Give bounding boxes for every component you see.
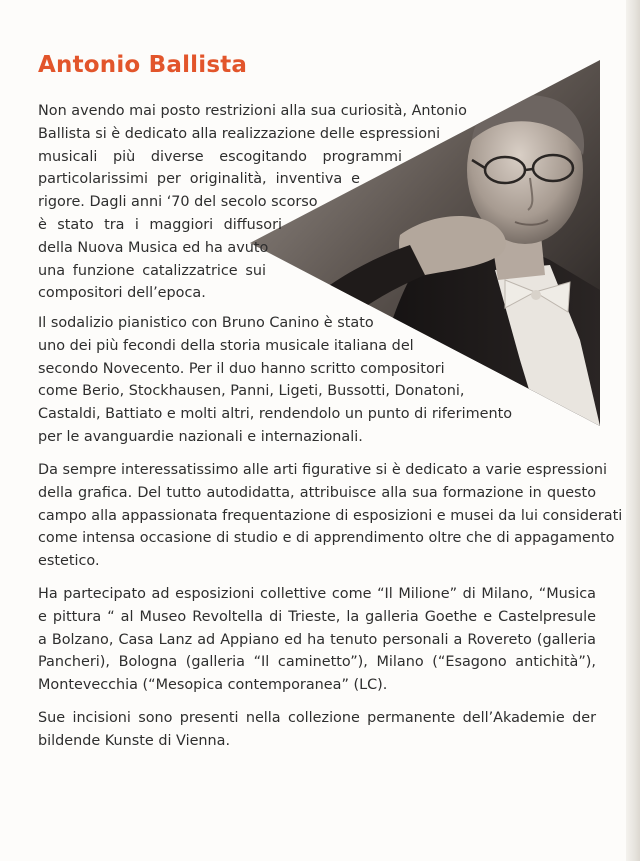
text-line: Pancheri), Bologna (galleria “Il caminetto”), Milano (“Esagono antichità”), [38, 654, 596, 671]
text-line: e pittura “ al Museo Revoltella di Trieste, la galleria Goethe e Castelpresule [38, 608, 596, 625]
paragraph-art [38, 459, 623, 573]
text-line: Il sodalizio pianistico con Bruno Canino è stato [38, 315, 374, 331]
text-line: particolarissimi per originalità, inventiva e [38, 171, 360, 188]
text-line: come Berio, Stockhausen, Panni, Ligeti, Bussotti, Donatoni, [38, 383, 465, 400]
text-line: Da sempre interessatissimo alle arti figurative si è dedicato a varie espressioni [38, 462, 608, 478]
text-line: della Nuova Musica ed ha avuto [38, 239, 269, 256]
paragraph-intro [38, 100, 478, 305]
text-line: Ha partecipato ad esposizioni collettive come “Il Milione” di Milano, “Musica [38, 586, 596, 602]
text-line: musicali più diverse escogitando programmi [38, 148, 402, 165]
text-line: della grafica. Del tutto autodidatta, attribuisce alla sua formazione in questo [38, 484, 596, 501]
paragraph-collection [38, 707, 596, 753]
page-title: Antonio Ballista [38, 52, 248, 78]
page-edge [626, 0, 640, 861]
text-line: Montevecchia (“Mesopica contemporanea” (LC). [38, 677, 388, 694]
text-line: secondo Novecento. Per il duo hanno scritto compositori [38, 360, 445, 377]
text-line: Castaldi, Battiato e molti altri, rendendolo un punto di riferimento [38, 406, 513, 423]
text-line: estetico. [38, 553, 100, 570]
paragraph-exhibitions [38, 583, 596, 697]
text-line: Ballista si è dedicato alla realizzazione delle espressioni [38, 125, 441, 142]
text-line: compositori dell’epoca. [38, 285, 206, 302]
text-line: uno dei più fecondi della storia musicale italiana del [38, 337, 414, 354]
text-line: per le avanguardie nazionali e internazionali. [38, 428, 363, 445]
text-line: Sue incisioni sono presenti nella collezione permanente dell’Akademie der [38, 710, 596, 726]
text-line: rigore. Dagli anni ‘70 del secolo scorso [38, 194, 318, 211]
text-line: a Bolzano, Casa Lanz ad Appiano ed ha tenuto personali a Rovereto (galleria [38, 631, 596, 648]
text-line: Non avendo mai posto restrizioni alla sua curiosità, Antonio [38, 103, 467, 119]
paragraph-duo [38, 312, 558, 449]
text-line: come intensa occasione di studio e di apprendimento oltre che di appagamento [38, 530, 615, 547]
text-line: bildende Kunste di Vienna. [38, 732, 231, 749]
text-line: campo alla appassionata frequentazione di esposizioni e musei da lui considerati [38, 507, 623, 524]
text-line: una funzione catalizzatrice sui [38, 262, 266, 279]
text-line: è stato tra i maggiori diffusori [38, 216, 282, 233]
